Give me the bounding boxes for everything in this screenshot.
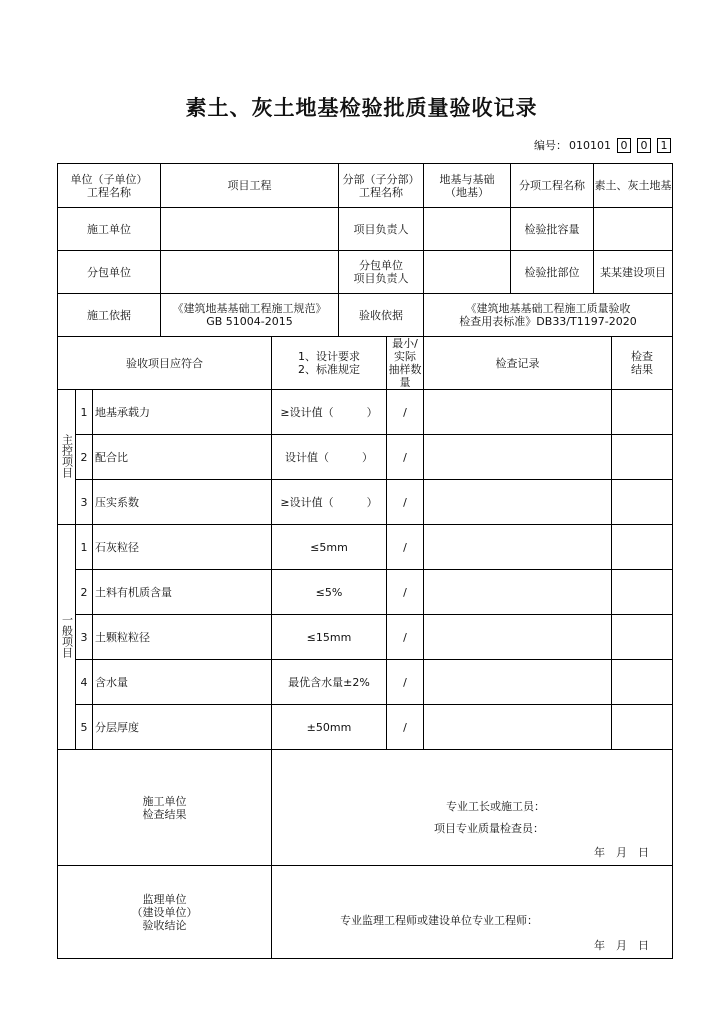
row-number: 2 [76, 435, 93, 480]
item-requirement: ≤5% [272, 570, 387, 615]
row-number: 1 [76, 525, 93, 570]
item-result[interactable] [612, 480, 673, 525]
item-sampling[interactable]: / [387, 390, 424, 435]
item-requirement: ≥设计值（ ） [272, 390, 387, 435]
acceptance-basis-value[interactable]: 《建筑地基基础工程施工质量验收 检查用表标准》DB33/T1197-2020 [424, 294, 673, 337]
item-sampling[interactable]: / [387, 525, 424, 570]
page-title: 素土、灰土地基检验批质量验收记录 [185, 96, 538, 120]
inspector-signature-label: 项目专业质量检查员： [434, 822, 544, 835]
item-record[interactable] [424, 615, 612, 660]
subitem-value[interactable]: 素土、灰土地基 [594, 164, 673, 208]
engineer-signature-label: 专业监理工程师或建设单位专业工程师： [340, 914, 538, 927]
table-row [58, 525, 673, 570]
item-result[interactable] [612, 660, 673, 705]
item-result[interactable] [612, 615, 673, 660]
subcontractor-label: 分包单位 [58, 251, 161, 294]
code-label: 编号： [534, 139, 567, 152]
subdivision-value[interactable]: 地基与基础 （地基） [424, 164, 511, 208]
table-row [58, 660, 673, 705]
item-result[interactable] [612, 525, 673, 570]
general-items-label: 一般项目 [58, 525, 76, 750]
code-box-1[interactable]: 0 [617, 138, 631, 153]
item-sampling[interactable]: / [387, 570, 424, 615]
row-number: 4 [76, 660, 93, 705]
item-result[interactable] [612, 435, 673, 480]
item-requirement: ≥设计值（ ） [272, 480, 387, 525]
table-row [58, 705, 673, 750]
item-record[interactable] [424, 660, 612, 705]
table-row [58, 615, 673, 660]
item-record[interactable] [424, 525, 612, 570]
sub-manager-value[interactable] [424, 251, 511, 294]
unit-name-label: 单位（子单位） 工程名称 [58, 164, 161, 208]
inspection-form-table [57, 163, 673, 959]
item-result[interactable] [612, 570, 673, 615]
item-name: 土颗粒粒径 [93, 615, 272, 660]
item-sampling[interactable]: / [387, 660, 424, 705]
contractor-check-area[interactable] [272, 750, 673, 866]
item-requirement: 设计值（ ） [272, 435, 387, 480]
row-number: 3 [76, 480, 93, 525]
contractor-label: 施工单位 [58, 208, 161, 251]
table-row [58, 390, 673, 435]
code-box-3[interactable]: 1 [657, 138, 671, 153]
acceptance-basis-label: 验收依据 [339, 294, 424, 337]
code-box-2[interactable]: 0 [637, 138, 651, 153]
item-requirement: 最优含水量±2% [272, 660, 387, 705]
row-number: 5 [76, 705, 93, 750]
contractor-date-label: 年 月 日 [594, 846, 649, 859]
project-manager-label: 项目负责人 [339, 208, 424, 251]
item-record[interactable] [424, 435, 612, 480]
row-number: 1 [76, 390, 93, 435]
contractor-check-label: 施工单位 检查结果 [58, 750, 272, 866]
code-prefix: 010101 [569, 138, 611, 152]
sub-manager-label: 分包单位 项目负责人 [339, 251, 424, 294]
item-record[interactable] [424, 570, 612, 615]
subitem-label: 分项工程名称 [511, 164, 594, 208]
item-name: 地基承载力 [93, 390, 272, 435]
requirements-header: 1、设计要求 2、标准规定 [272, 337, 387, 390]
unit-name-value[interactable]: 项目工程 [161, 164, 339, 208]
subdivision-label: 分部（子分部） 工程名称 [339, 164, 424, 208]
batch-capacity-value[interactable] [594, 208, 673, 251]
item-requirement: ≤15mm [272, 615, 387, 660]
item-result[interactable] [612, 390, 673, 435]
supervisor-date-label: 年 月 日 [594, 939, 649, 952]
item-name: 石灰粒径 [93, 525, 272, 570]
item-requirement: ±50mm [272, 705, 387, 750]
sampling-header: 最小/实际 抽样数量 [388, 337, 422, 389]
item-record[interactable] [424, 480, 612, 525]
item-sampling[interactable]: / [387, 705, 424, 750]
main-items-label: 主控项目 [58, 390, 76, 525]
form-code [534, 137, 671, 153]
item-sampling[interactable]: / [387, 480, 424, 525]
result-header: 检查 结果 [612, 337, 673, 390]
supervisor-check-label: 监理单位 （建设单位） 验收结论 [58, 866, 272, 959]
supervisor-check-area[interactable] [272, 866, 673, 959]
subcontractor-value[interactable] [161, 251, 339, 294]
item-name: 含水量 [93, 660, 272, 705]
item-name: 配合比 [93, 435, 272, 480]
item-name: 土料有机质含量 [93, 570, 272, 615]
item-result[interactable] [612, 705, 673, 750]
contractor-value[interactable] [161, 208, 339, 251]
item-name: 分层厚度 [93, 705, 272, 750]
basis-value[interactable]: 《建筑地基基础工程施工规范》 GB 51004-2015 [161, 294, 339, 337]
batch-location-value[interactable]: 某某建设项目 [594, 251, 673, 294]
item-sampling[interactable]: / [387, 435, 424, 480]
batch-capacity-label: 检验批容量 [511, 208, 594, 251]
item-record[interactable] [424, 705, 612, 750]
row-number: 2 [76, 570, 93, 615]
item-compliance-header: 验收项目应符合 [58, 337, 272, 390]
item-name: 压实系数 [93, 480, 272, 525]
table-row [58, 570, 673, 615]
project-manager-value[interactable] [424, 208, 511, 251]
table-row [58, 435, 673, 480]
basis-label: 施工依据 [58, 294, 161, 337]
table-row [58, 480, 673, 525]
row-number: 3 [76, 615, 93, 660]
batch-location-label: 检验批部位 [511, 251, 594, 294]
item-requirement: ≤5mm [272, 525, 387, 570]
record-header: 检查记录 [424, 337, 612, 390]
foreman-signature-label: 专业工长或施工员： [446, 800, 545, 813]
item-sampling[interactable]: / [387, 615, 424, 660]
item-record[interactable] [424, 390, 612, 435]
